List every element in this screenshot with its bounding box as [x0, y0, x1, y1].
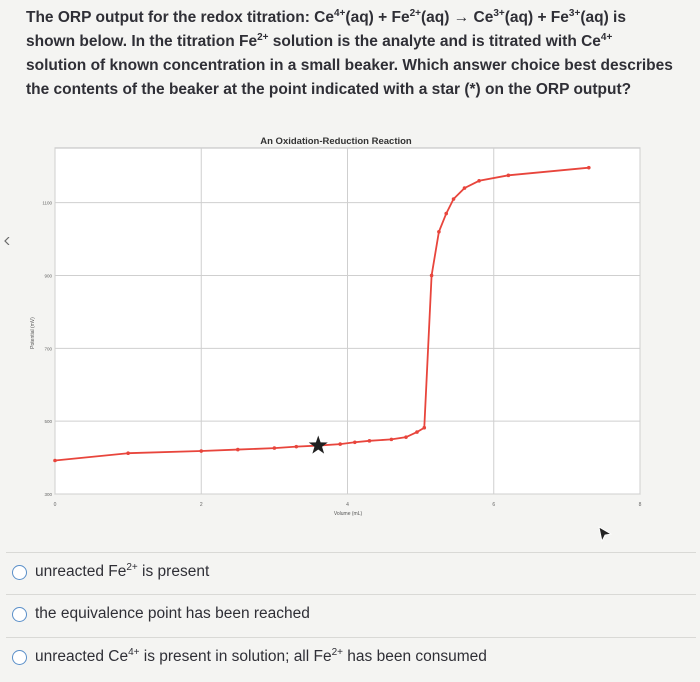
chart-svg	[0, 126, 700, 536]
y-tick-label: 700	[44, 346, 52, 352]
data-point	[199, 449, 203, 453]
data-point	[430, 274, 434, 278]
choice-label: unreacted $Fe^{2+}$ is present	[35, 561, 210, 580]
data-point	[273, 446, 277, 450]
y-tick-label: 1100	[42, 200, 52, 206]
choice-unreacted-fe[interactable]	[6, 552, 696, 591]
x-axis-label: Volume (mL)	[333, 511, 363, 517]
data-point	[507, 174, 511, 178]
orp-chart	[0, 126, 700, 536]
mouse-cursor-icon	[598, 526, 612, 542]
data-point	[422, 426, 426, 430]
choice-unreacted-ce[interactable]	[6, 637, 696, 676]
radio-button[interactable]	[12, 607, 27, 622]
choice-label: the equivalence point has been reached	[35, 605, 310, 622]
radio-button[interactable]	[12, 650, 27, 665]
data-point	[353, 440, 357, 444]
data-point	[437, 230, 441, 234]
data-point	[368, 439, 372, 443]
data-point	[338, 442, 342, 446]
y-axis-label: Potential (mV)	[30, 317, 36, 349]
radio-button[interactable]	[12, 565, 27, 580]
data-point	[463, 186, 467, 190]
data-point	[444, 212, 448, 216]
data-point	[477, 179, 481, 183]
x-tick-label: 4	[346, 502, 349, 508]
data-point	[126, 451, 130, 455]
data-point	[404, 435, 408, 439]
y-tick-label: 300	[44, 492, 52, 497]
data-point	[236, 448, 240, 452]
x-tick-label: 6	[492, 502, 496, 508]
x-tick-label: 2	[199, 502, 203, 508]
data-point	[295, 445, 299, 449]
y-tick-label: 500	[44, 419, 52, 425]
choice-label: unreacted $Ce^{4+}$ is present in solution; all $Fe^{2+}$ has been consumed	[35, 646, 487, 665]
data-point	[415, 430, 419, 434]
y-tick-label: 900	[44, 273, 52, 279]
choice-equivalence-point[interactable]	[6, 594, 696, 633]
chart-title: An Oxidation-Reduction Reaction	[260, 136, 412, 147]
question-text: The ORP output for the redox titration: $Ce^{4+}(aq) + Fe^{2+}(aq) \to Ce^{3+}(aq) + Fe^{3+}(aq)$ is shown below. In the titration $Fe^{2+}$ solution is the analyte and is titrated with $Ce^{4+}$ solution of known concentration in a small beaker. Which answer choice best describes the contents of the beaker at the point indicated with a star (*) on the ORP output?	[26, 7, 673, 98]
data-point	[452, 197, 456, 201]
data-point	[390, 438, 394, 442]
data-point	[53, 459, 57, 463]
x-tick-label: 0	[53, 502, 57, 508]
x-tick-label: 8	[638, 502, 642, 508]
data-point	[587, 166, 591, 170]
